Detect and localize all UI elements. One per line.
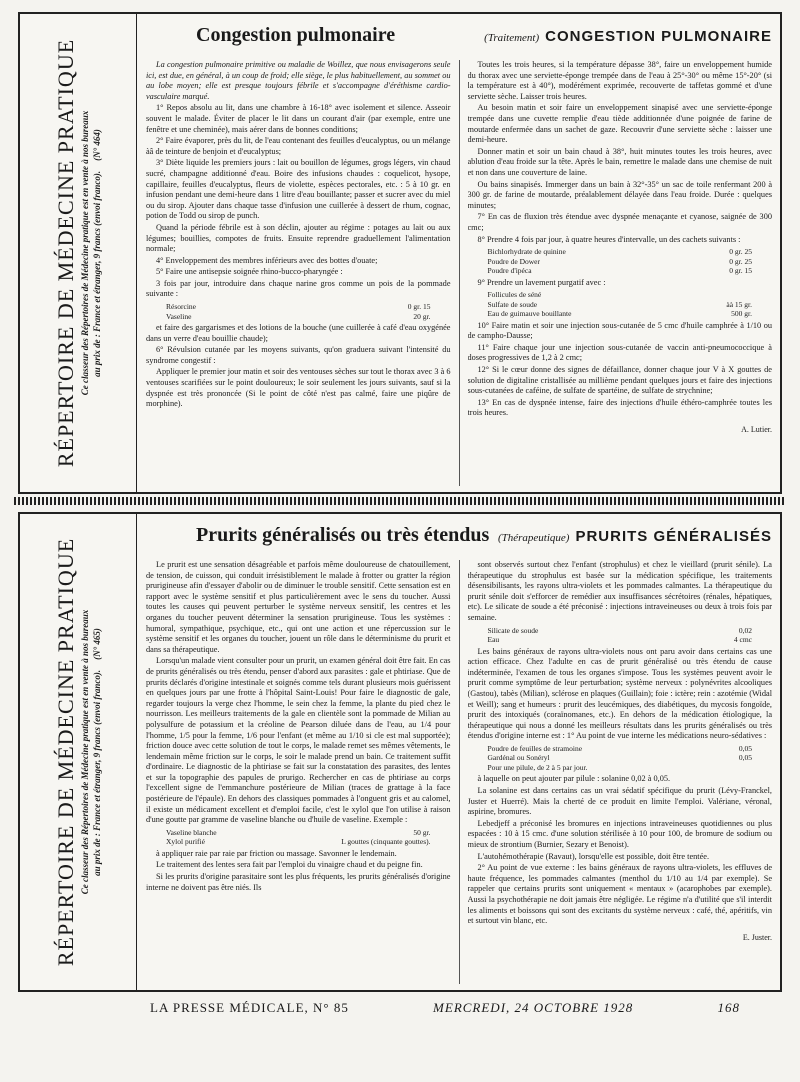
repertoire-number: (N° 464) — [92, 129, 102, 161]
formula-ingredient: Eau — [487, 635, 500, 645]
paragraph: et faire des gargarismes et des lotions de la bouche (une cuillerée à café d'eau oxygénée dans un verre d'eau bouillie chaude); — [146, 323, 451, 343]
paragraph: 3 fois par jour, introduire dans chaque narine gros comme un pois de la pommade suivante : — [146, 278, 451, 299]
formula-ingredient: Follicules de séné — [487, 290, 542, 300]
formula-ingredient: Vaseline — [166, 311, 192, 321]
paragraph: sont observés surtout chez l'enfant (strophulus) et chez le vieillard (prurit sénile). La thérapeutique du strophulus est basée sur la médication spécifique, les traitements désensibilisants, les rayons ultra-violets et les pommades calmantes. La thérapeutique du prurit sénile doit s'efforcer de remédier aux insuffisances sécrétoires (rénales, hépatiques, etc). Le silicate de soude a été préconisé : injections intraveineuses ou deux à trois fois par semaine. — [467, 560, 772, 622]
formula-ingredient: Poudre de Dower — [487, 256, 540, 266]
page-footer — [150, 1000, 740, 1016]
classeur-note-line1: Ce classeur des Répertoires de Médecine pratique est en vente à nos bureaux — [80, 609, 90, 895]
formula-ingredient: Poudre de feuilles de stramoine — [487, 743, 583, 753]
formula-ingredient: Poudre d'ipéca — [487, 266, 532, 276]
paragraph: 5° Faire une antisepsie soignée rhino-bucco-pharyngée : — [156, 267, 343, 277]
classeur-note-line2: au prix de : France et étranger, 9 francs (envoi franco). — [92, 170, 102, 377]
article-title: Prurits généralisés ou très étendus — [196, 524, 490, 546]
section-heading — [498, 528, 772, 545]
paragraph: 11° Faire chaque jour une injection sous-cutanée de vaccin anti-pneumococcique à doses progressives de 1,2 à 2 cmc; — [467, 342, 772, 363]
formula-dose: 4 cmc — [733, 635, 752, 645]
paragraph: Lebedjeff a préconisé les bromures en injections intraveineuses quotidiennes ou plus espacées : 10 à 15 cmc. d'une solution stérilisée à 10 pour 100, de bromure de sodium ou mieux de strontium (Burnier, Sezary et Benoist). — [467, 818, 772, 849]
repertoire-number: (N° 465) — [92, 628, 102, 660]
formula-dose: 500 gr. — [731, 309, 752, 319]
repertoire-card-465 — [18, 512, 782, 992]
section-title: PRURITS GÉNÉRALISÉS — [575, 528, 772, 545]
formula-ingredient: Bichlorhydrate de quinine — [487, 247, 566, 257]
paragraph: Ou bains sinapisés. Immerger dans un bain à 32°-35° un sac de toile renfermant 200 à 300 gr. de farine de moutarde, préalablement délayée dans l'eau froide. Durée : quelques minutes; — [467, 179, 772, 210]
paragraph: 8° Prendre 4 fois par jour, à quatre heures d'intervalle, un des cachets suivants : — [477, 234, 741, 244]
formula-dose: 0 gr. 15 — [729, 266, 752, 276]
left-column — [146, 60, 451, 486]
formula-ingredient: Vaseline blanche — [166, 827, 217, 837]
paragraph: Donner matin et soir un bain chaud à 38°, huit minutes toutes les trois heures, avec ablution d'eau froide sur la tête. Après le bain, remettre le malade dans une chemise de nuit et non dans une couverture de laine. — [467, 146, 772, 177]
repertoire-card-464 — [18, 12, 782, 494]
issue-date: MERCREDI, 24 OCTOBRE 1928 — [433, 1000, 634, 1015]
formula-ingredient: Pour une pilule, de 2 à 5 par jour. — [487, 762, 588, 772]
paragraph: Lorsqu'un malade vient consulter pour un prurit, un examen général doit être fait. En cas de prurits généralisés ou très étendu, penser d'abord aux parasites : gale et phtiriase. Que de prurits déclarés d'origine intestinale et soignés comme tels durant plusieurs mois guérissent en quelques jours par une frotte à l'hôpital Saint-Louis! Pour faire le diagnostic de gale, regarder toujours la verge chez l'homme, le sein chez la femme, la plante du pied chez le nourrisson. Les meilleurs traitements de la gale en clientèle sont la pommade de Milian au polysulfure de potassium et la créoline de Pearson diluée dans de l'eau, au 1/4 pour l'homme, 1/5 pour la femme, 1/6 pour l'enfant (et même au 1/10 si cle est mal supportée); friction douce avec cette solution de tout le corps, le malade remet ses mêmes vêtements, le lendemain même friction sur le corps, le soir le malade prend un bain. Ce traitement suffit d'ordinaire. Le diagnostic de la phtiriase se fait sur la constatation des parasites, des lentes et sur la topographie des papules de prurigo. Rechercher en cas de phtiriase au corps l'excellent signe de l'emmanchure postérieure de Milian (traces de grattage à la face postérieure de l'épaule). En dehors des classiques pommades à l'onguent gris et au calomel, il existe un médicament excellent et d'emploi facile, c'est le xylol que l'on utilise à raison d'une goutte par gramme de vaseline blanche ou d'huile de vaseline. Exemple : — [146, 656, 451, 825]
card-sidebar — [20, 514, 137, 990]
paragraph: à appliquer raie par raie par friction ou massage. Savonner le lendemain. — [156, 848, 397, 858]
formula-ingredient: Résorcine — [166, 302, 196, 312]
author-signature: E. Juster. — [742, 932, 772, 942]
paragraph: Si les prurits d'origine parasitaire sont les plus fréquents, les prurits généralisés d'origine interne ne doivent pas être niés. Ils — [146, 872, 451, 892]
repertoire-title: RÉPERTOIRE DE MÉDECINE PRATIQUE — [53, 537, 78, 967]
right-column — [468, 560, 773, 984]
section-prefix: (Thérapeutique) — [497, 532, 570, 544]
formula-dose: 0,05 — [738, 753, 752, 763]
paragraph: Appliquer le premier jour matin et soir des ventouses sèches sur tout le thorax avec 3 à 6 ventouses scarifiées sur le point douloureux; le soir seulement les jours suivants, sauf si la dyspnée est très prononcée (Si le point de côté n'est pas calmé, faire une piqûre de morphine). — [146, 367, 451, 409]
formula — [488, 247, 773, 276]
formula-dose: 20 gr. — [413, 311, 431, 321]
right-column — [468, 60, 773, 486]
formula-dose: 50 gr. — [413, 827, 431, 837]
paragraph: à laquelle on peut ajouter par pilule : solanine 0,02 à 0,05. — [477, 774, 671, 784]
paragraph: Le prurit est une sensation désagréable et parfois même douloureuse de chatouillement, de tension, de cuisson, qui conduit irrésistiblement le malade à frotter ou gratter la région prurigineuse afin d'essayer d'abolir ou de diminuer le trouble sensitif. Cette sensation est en rapport avec le système sensitif et plus particulièrement avec le sens du toucher. Aussi toutes les causes qui peuvent perturber le système nerveux sensitif, les centres et les organes du toucher peuvent déterminer la sensation prurigineuse. Tous les systèmes : humoral, sympathique, psychique, etc., qui ont une action et une répercussion sur le système sensitif et les organes du toucher, jouent un rôle dans le déterminisme du prurit et dans sa thérapeutique. — [146, 560, 451, 654]
formula-dose: 0 gr. 25 — [729, 256, 752, 266]
left-column — [146, 560, 451, 984]
page-number: 168 — [717, 1000, 740, 1015]
paragraph: 13° En cas de dyspnée intense, faire des injections d'huile éthéro-camphrée toutes les trois heures. — [467, 397, 772, 418]
paragraph: L'autohémothérapie (Ravaut), lorsqu'elle est possible, doit être tentée. — [477, 851, 710, 861]
column-rule — [459, 60, 460, 486]
classeur-note-line1: Ce classeur des Répertoires de Médecine pratique est en vente à nos bureaux — [80, 110, 90, 396]
formula-ingredient: Eau de guimauve bouillante — [487, 309, 572, 319]
paragraph: Toutes les trois heures, si la température dépasse 38°, faire un enveloppement humide du thorax avec une serviette-éponge trempée dans de l'eau à 25°-30° ou même 15°-20° (si la température est à 40°), modérément exprimée, recouverte de taffetas gommé et d'une serviette sèche. Laisser trois heures. — [467, 60, 772, 101]
formula — [166, 302, 451, 321]
formula — [166, 828, 451, 847]
formula — [488, 626, 773, 645]
section-title: CONGESTION PULMONAIRE — [545, 28, 772, 45]
formula-dose: L gouttes (cinquante gouttes). — [341, 837, 431, 847]
card-sidebar — [20, 14, 137, 492]
paragraph: Quand la période fébrile est à son déclin, ajouter au régime : potages au lait ou aux légumes; bouillies, compotes de fruits. Ensuite reprendre graduellement l'alimentation normale; — [146, 222, 451, 254]
formula — [488, 744, 773, 773]
formula-dose: 0 gr. 25 — [729, 247, 752, 257]
paragraph: 1° Repos absolu au lit, dans une chambre à 16-18° avec isolement et silence. Asseoir souvent le malade. Éviter de placer le lit dans un courant d'air (par exemple, entre une fenêtre et une cheminée), mais aérer dans de bonnes conditions; — [146, 103, 451, 134]
paragraph: 2° Faire évaporer, près du lit, de l'eau contenant des feuilles d'eucalyptus, ou un mélange àâ de teinture de benjoin et d'eucalyptus; — [146, 136, 451, 156]
paragraph: Le traitement des lentes sera fait par l'emploi du vinaigre chaud et du peigne fin. — [156, 860, 423, 870]
paragraph: 7° En cas de fluxion très étendue avec dyspnée menaçante et cyanose, saignée de 300 cmc; — [467, 212, 772, 232]
perforation-divider — [14, 497, 784, 505]
paragraph: 4° Enveloppement des membres inférieurs avec des bottes d'ouate; — [156, 255, 378, 265]
journal-name: LA PRESSE MÉDICALE, N° 85 — [150, 1000, 349, 1015]
classeur-note-line2: au prix de : France et étranger, 9 francs (envoi franco). — [92, 669, 102, 876]
paragraph: Les bains généraux de rayons ultra-violets nous ont paru avoir dans certains cas une action efficace. Chez l'adulte en cas de prurit généralisé ou très étendu de cause indéterminée, l'examen de tous les organes s'impose. Tous les systèmes peuvent avoir le prurit comme symptôme de leur perturbation; système nerveux : polynévrites alcooliques (Gastou), tabès (Milian), sclérose en plaques (Guillain); foie : ictère; rein : azotémie (Widal et Weill); sang et humeurs : prurit des leucémiques, des diabétiques, du mycosis fongoïde, prurit des intoxiqués (coraïnomanes, etc.). En dehors de la médication étiologique, la thérapeutique qui nous a donné les meilleurs résultats dans les prurits généralisés ou très étendus d'origine interne est : 1° Au point de vue interne les médications neuro-sédatives : — [467, 646, 772, 741]
formula-dose: 0,02 — [738, 625, 752, 635]
formula-dose: àà 15 gr. — [726, 299, 752, 309]
formula — [488, 290, 773, 319]
paragraph: La solanine est dans certains cas un vrai sédatif spécifique du prurit (Lévy-Franckel, Juster et Huerré). Mais la cherté de ce produit en limite l'emploi. Valériane, véronal, aspirine, bromures. — [467, 786, 772, 817]
repertoire-title: RÉPERTOIRE DE MÉDECINE PRATIQUE — [53, 38, 78, 468]
formula-ingredient: Silicate de soude — [487, 625, 539, 635]
formula-ingredient: Sulfate de soude — [487, 299, 538, 309]
paragraph: 3° Diète liquide les premiers jours : lait ou bouillon de légumes, grogs légers, vin chaud sucré, champagne additionné d'eau. Boire des infusions chaudes : coquelicot, hysope, capillaire, feuilles d'eucalyptus, fleurs de violette, espèces pectorales, etc. : 5 à 10 gr. en infusion pendant une demi-heure dans 1 litre d'eau bouillante; passer et sucrer avec du miel ou du sirop. Ajouter dans chaque tasse d'infusion une cuillerée à dessert de rhum, cognac, potion de Todd ou sirop de punch. — [146, 158, 451, 221]
column-rule — [459, 560, 460, 984]
paragraph: 6° Révulsion cutanée par les moyens suivants, qu'on graduera suivant l'intensité du syndrome congestif : — [146, 345, 451, 365]
section-heading — [484, 28, 772, 45]
section-prefix: (Traitement) — [484, 32, 540, 44]
article-title: Congestion pulmonaire — [196, 24, 396, 46]
paragraph: 12° Si le cœur donne des signes de défaillance, donner chaque jour V à X gouttes de solution de digitaline cristallisée au millième pendant quelques jours et faire des injections sous-cutanées de caféine, de sulfate de spartéine, de sulfate de strychnine; — [467, 365, 772, 396]
paragraph: Au besoin matin et soir faire un enveloppement sinapisé avec une serviette-éponge trempée dans une cuvette remplie d'eau tiède additionnée d'une poignée de farine de moutarde enfermée dans un sachet de gaze. Recouvrir d'une serviette sèche : laisser une demi-heure. — [467, 103, 772, 145]
formula-ingredient: Gardénal ou Sonéryl — [487, 753, 550, 763]
formula-ingredient: Xylol purifié — [166, 837, 205, 847]
paragraph: 10° Faire matin et soir une injection sous-cutanée de 5 cmc d'huile camphrée à 1/10 ou de campho-Dausse; — [467, 320, 772, 341]
paragraph: 2° Au point de vue externe : les bains généraux de rayons ultra-violets, les effluves de haute fréquence, les pommades calmantes (menthol du 1/10 au 1/4 par exemple). Se rappeler que certains prurits sont uniquement « mentaux » (acarophobes par exemple). Aussi la psychothérapie ne doit jamais être négligée. Le régime n'a d'utilité que s'il interdit les aliments et boissons qui sont des excitants du système nerveux : café, thé, apéritifs, vin et surtout vin blanc, etc. — [467, 863, 772, 926]
paragraph: La congestion pulmonaire primitive ou maladie de Woillez, que nous envisagerons seule ici, est due, en général, à un coup de froid; elle siège, le plus habituellement, au sommet ou au lobe moyen; elle est presque toujours fébrile et s'accompagne d'éréthisme cardio-vasculaire marqué. — [146, 60, 451, 101]
formula-dose: 0 gr. 15 — [407, 302, 431, 312]
paragraph: 9° Prendre un lavement purgatif avec : — [477, 277, 606, 287]
author-signature: A. Lutier. — [741, 425, 772, 435]
formula-dose: 0,05 — [738, 743, 752, 753]
